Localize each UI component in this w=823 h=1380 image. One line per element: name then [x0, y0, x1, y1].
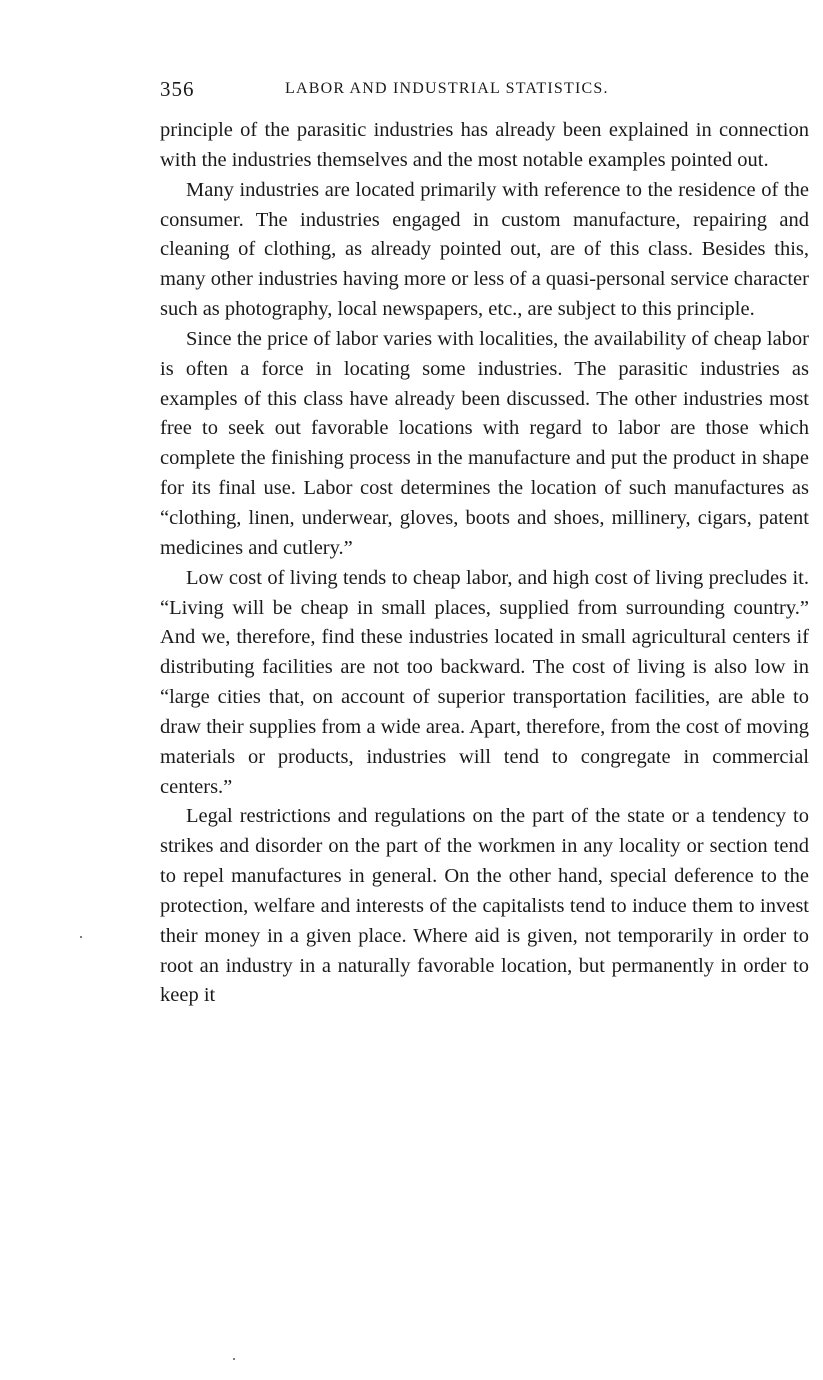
page-number: 356 [160, 77, 195, 101]
paragraph-continued: principle of the parasitic industries has already been explained in connection with the industries themselves and the most notable examples pointed out. [160, 119, 809, 171]
paragraph-cost-of-living: Low cost of living tends to cheap labor, and high cost of living precludes it. “Living will be cheap in small places, supplied from surrounding country.” And we, therefore, find these industries located in small agricultural centers if distributing facilities are not too backward. The cost of living is also low in “large cities that, on account of superior transportation facilities, are able to draw their supplies from a wide area. Apart, therefore, from the cost of moving materials or products, industries will tend to congregate in commercial centers.” [160, 566, 809, 798]
paragraph-consumer-location: Many industries are located primarily with reference to the residence of the consumer. The industries engaged in custom manufacture, repairing and cleaning of clothing, as already pointed out, are of this class. Besides this, many other industries having more or less of a quasi-personal service character such as photography, local newspapers, etc., are subject to this principle. [160, 178, 809, 321]
paragraph-cheap-labor: Since the price of labor varies with localities, the availability of cheap labor is often a force in locating some industries. The parasitic industries as examples of this class have already been discussed. The other industries most free to seek out favorable locations with regard to labor are those which complete the finishing process in the manufacture and put the product in shape for its final use. Labor cost determines the location of such manufactures as “clothing, linen, underwear, gloves, boots and shoes, millinery, cigars, patent medicines and cutlery.” [160, 327, 809, 559]
paragraph-legal-restrictions: Legal restrictions and regulations on the part of the state or a tendency to strikes and disorder on the part of the workmen in any locality or section tend to repel manufactures in general. On the other hand, special deference to the protection, welfare and interests of the capitalists tend to induce them to invest their money in a given place. Where aid is given, not temporarily in order to root an industry in a naturally favorable location, but permanently in order to keep it [160, 805, 809, 1007]
running-head: LABOR AND INDUSTRIAL STATISTICS. [285, 80, 609, 97]
scan-speck [233, 1358, 235, 1360]
scan-speck [80, 936, 82, 938]
document-page [160, 74, 809, 1011]
page-header [160, 74, 809, 108]
body-text [160, 116, 809, 1011]
